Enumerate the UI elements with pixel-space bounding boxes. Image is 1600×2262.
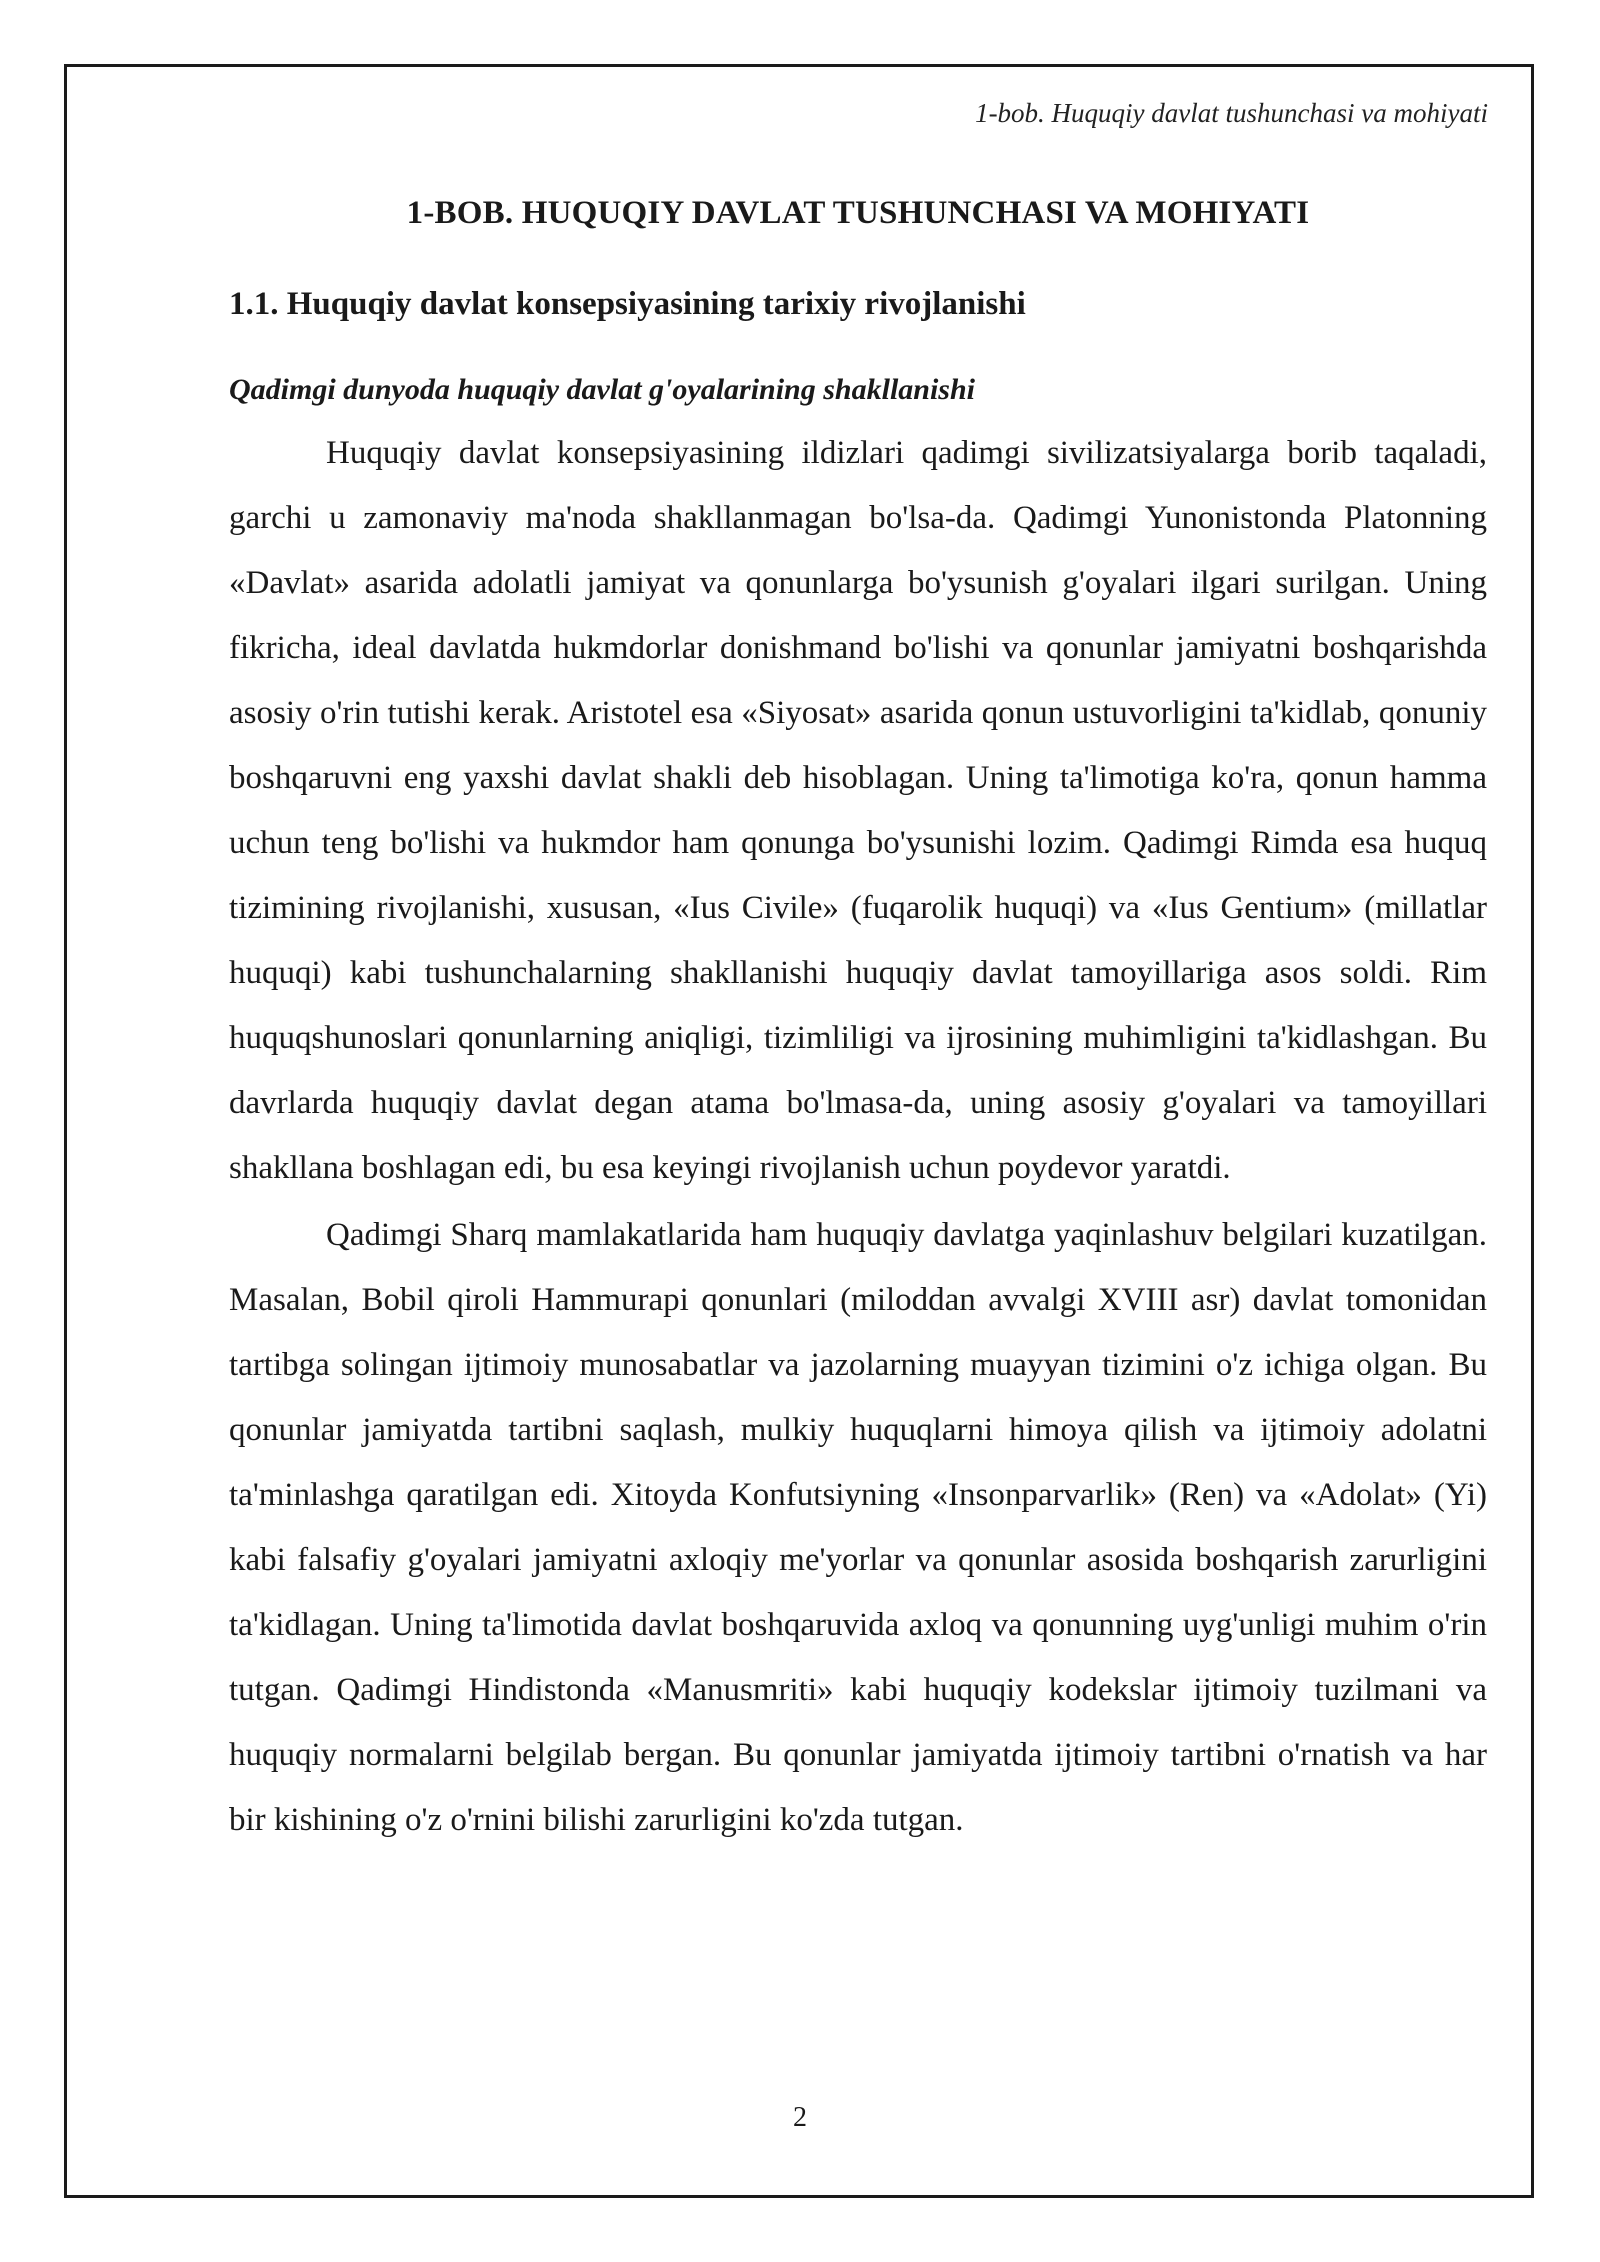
- subsection-title: Qadimgi dunyoda huquqiy davlat g'oyalarining shakllanishi: [229, 372, 975, 406]
- body-paragraph: Huquqiy davlat konsepsiyasining ildizlari qadimgi sivilizatsiyalarga borib taqaladi, garchi u zamonaviy ma'noda shakllanmagan bo'lsa-da. Qadimgi Yunonistonda Platonning «Davlat» asarida adolatli jamiyat va qonunlarga bo'ysunish g'oyalari ilgari surilgan. Uning fikricha, ideal davlatda hukmdorlar donishmand bo'lishi va qonunlar jamiyatni boshqarishda asosiy o'rin tutishi kerak. Aristotel esa «Siyosat» asarida qonun ustuvorligini ta'kidlab, qonuniy boshqaruvni eng yaxshi davlat shakli deb hisoblagan. Uning ta'limotiga ko'ra, qonun hamma uchun teng bo'lishi va hukmdor ham qonunga bo'ysunishi lozim. Qadimgi Rimda esa huquq tizimining rivojlanishi, xususan, «Ius Civile» (fuqarolik huquqi) va «Ius Gentium» (millatlar huquqi) kabi tushunchalarning shakllanishi huquqiy davlat tamoyillariga asos soldi. Rim huquqshunoslari qonunlarning aniqligi, tizimliligi va ijrosining muhimligini ta'kidlashgan. Bu davrlarda huquqiy davlat degan atama bo'lmasa-da, uning asosiy g'oyalari va tamoyillari shakllana boshlagan edi, bu esa keyingi rivojlanish uchun poydevor yaratdi.: [229, 434, 1487, 1186]
- running-header: 1-bob. Huquqiy davlat tushunchasi va mohiyati: [975, 98, 1488, 128]
- document-body: [229, 180, 1487, 1853]
- chapter-title: 1-BOB. HUQUQIY DAVLAT TUSHUNCHASI VA MOHIYATI: [406, 195, 1310, 231]
- body-paragraph: Qadimgi Sharq mamlakatlarida ham huquqiy davlatga yaqinlashuv belgilari kuzatilgan. Masalan, Bobil qiroli Hammurapi qonunlari (miloddan avvalgi XVIII asr) davlat tomonidan tartibga solingan ijtimoiy munosabatlar va jazolarning muayyan tizimini o'z ichiga olgan. Bu qonunlar jamiyatda tartibni saqlash, mulkiy huquqlarni himoya qilish va ijtimoiy adolatni ta'minlashga qaratilgan edi. Xitoyda Konfutsiyning «Insonparvarlik» (Ren) va «Adolat» (Yi) kabi falsafiy g'oyalari jamiyatni axloqiy me'yorlar va qonunlar asosida boshqarish zarurligini ta'kidlagan. Uning ta'limotida davlat boshqaruvida axloq va qonunning uyg'unligi muhim o'rin tutgan. Qadimgi Hindistonda «Manusmriti» kabi huquqiy kodekslar ijtimoiy tuzilmani va huquqiy normalarni belgilab bergan. Bu qonunlar jamiyatda ijtimoiy tartibni o'rnatish va har bir kishining o'z o'rnini bilishi zarurligini ko'zda tutgan.: [229, 1216, 1487, 1838]
- section-title: 1.1. Huquqiy davlat konsepsiyasining tarixiy rivojlanishi: [229, 285, 1026, 322]
- page-number: 2: [793, 2102, 807, 2133]
